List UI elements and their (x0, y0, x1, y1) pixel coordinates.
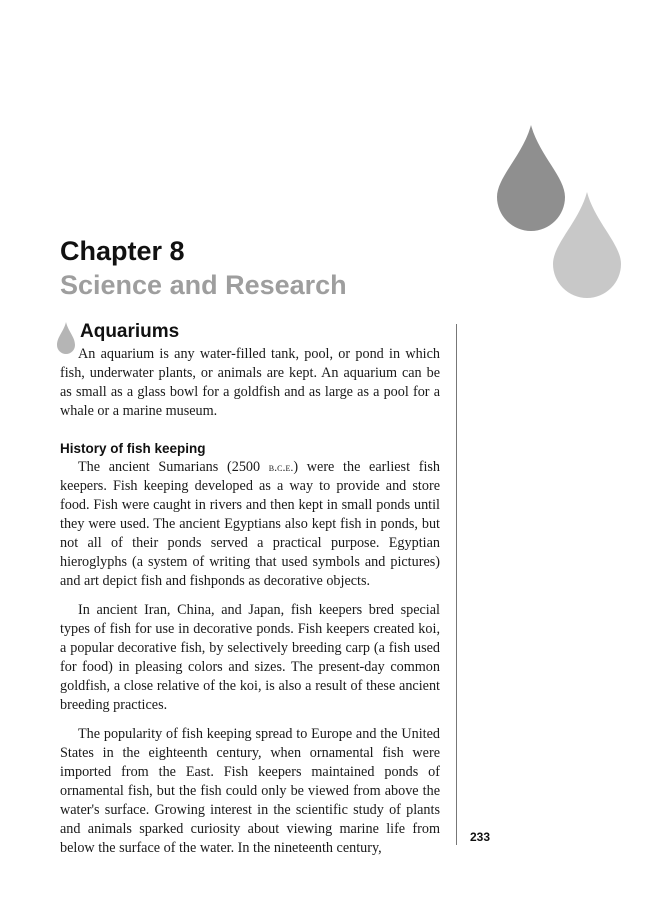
body-text (60, 320, 440, 858)
paragraph-3: The popularity of fish keeping spread to Europe and the United States in the eighteenth century, when ornamental fish were imported from the East. Fish keepers maintained ponds of ornamental fish, but the fish could only be viewed from above the water's surface. Growing interest in the scientific study of plants and animals sparked curiosity about viewing marine life from below the surface of the water. In the nineteenth century, (60, 726, 440, 856)
section-intro: An aquarium is any water-filled tank, pool, or pond in which fish, underwater plants, or animals are kept. An aquarium can be as small as a glass bowl for a goldfish and as large as a pool for a whale or a marine museum. (60, 346, 440, 419)
section-title: Aquariums (80, 321, 180, 342)
chapter-title: Science and Research (60, 270, 347, 300)
paragraph-1: The ancient Sumarians (2500 b.c.e.) were the earliest fish keepers. Fish keeping developed as a way to provide and store food. Fish were caught in rivers and then kept in small ponds until they were used. The ancient Egyptians also kept fish in ponds, but not all of their ponds served a practical purpose. Egyptian hieroglyphs (a system of writing that used symbols and pictures) and art depict fish and fishponds as decorative objects. (60, 459, 440, 589)
chapter-number: Chapter 8 (60, 236, 185, 266)
paragraph-2: In ancient Iran, China, and Japan, fish keepers bred special types of fish for use in decorative ponds. Fish keepers created koi, a popular decorative fish, by selectively breeding carp (a fish used for food) in pleasing colors and sizes. The present-day common goldfish, a close relative of the koi, is also a result of these ancient breeding practices. (60, 602, 440, 713)
era-abbreviation: b.c.e. (268, 460, 294, 474)
margin-rule (456, 324, 457, 845)
water-drop-light-icon (551, 192, 623, 298)
subsection-title: History of fish keeping (60, 441, 206, 456)
page-number: 233 (470, 830, 491, 844)
